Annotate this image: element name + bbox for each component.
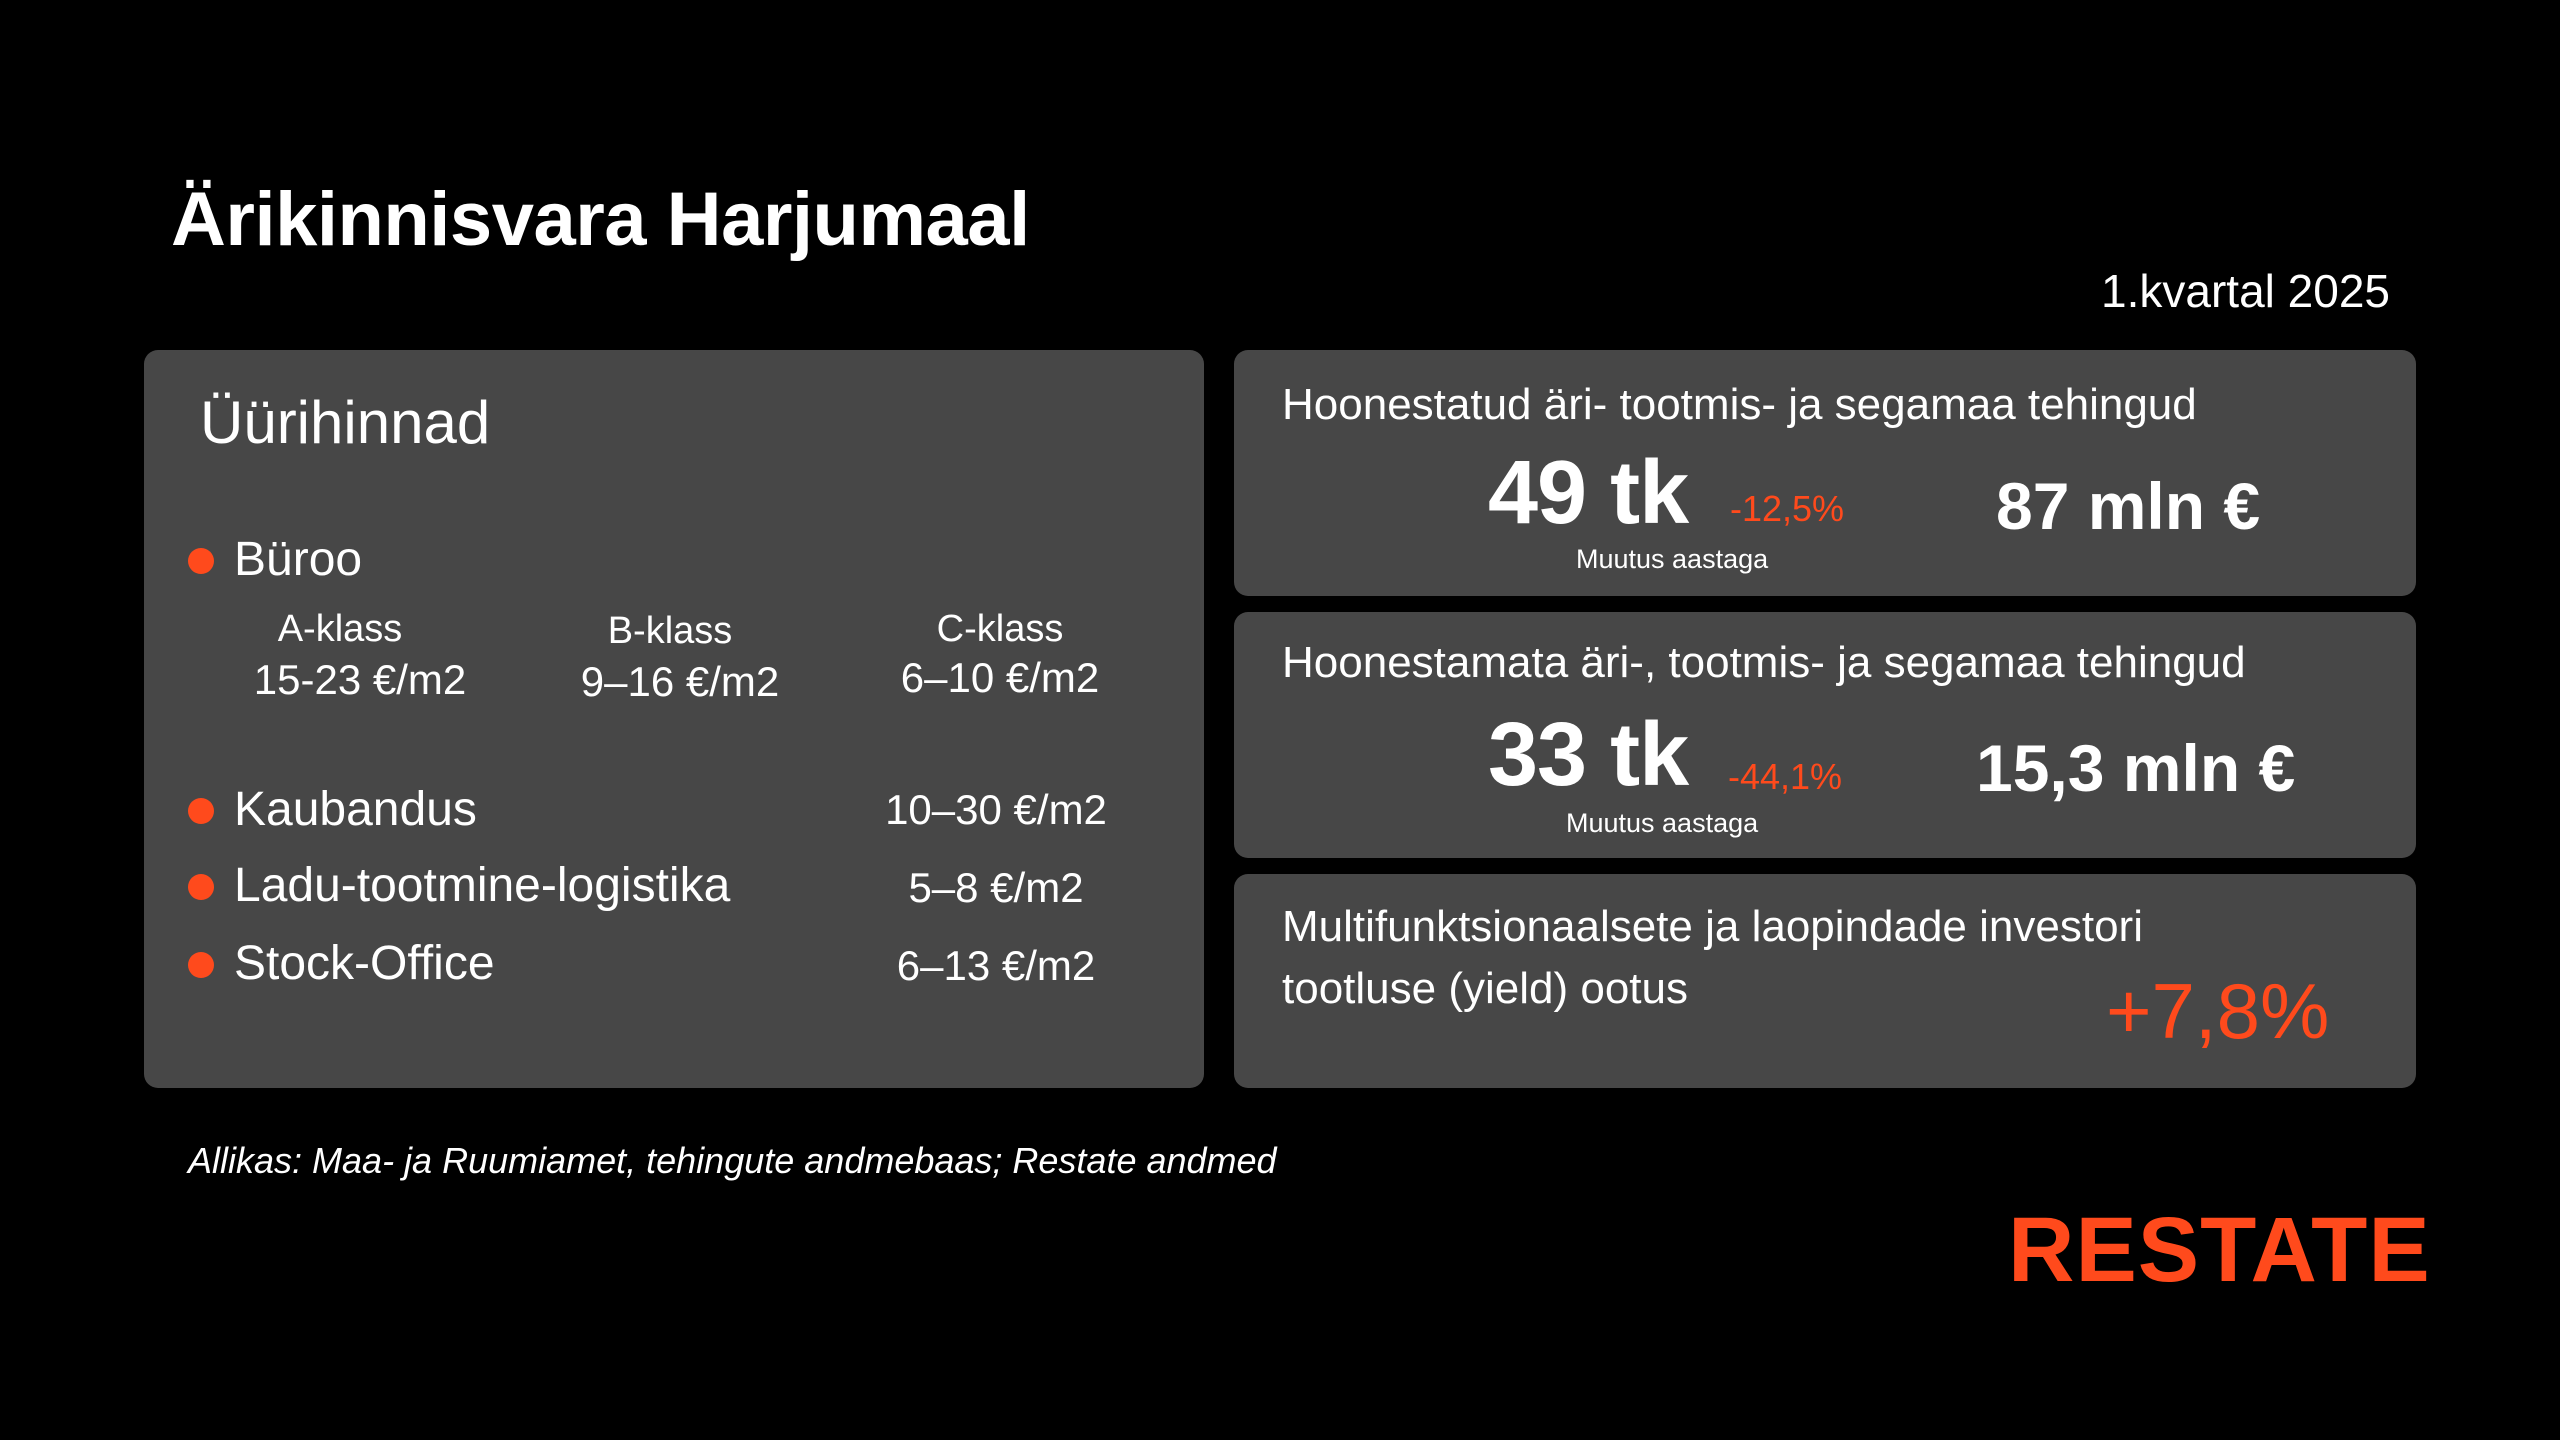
unbuilt-deals-card bbox=[1234, 612, 2416, 858]
office-class-c-value: 6–10 €/m2 bbox=[900, 654, 1100, 701]
office-class-b-value: 9–16 €/m2 bbox=[580, 658, 780, 705]
rent-item-value: 6–13 €/m2 bbox=[896, 942, 1096, 989]
bullet-icon bbox=[188, 952, 214, 978]
office-class-a-value: 15-23 €/m2 bbox=[253, 656, 467, 703]
built-deals-change: -12,5% bbox=[1730, 488, 1845, 529]
office-class-a-label: A-klass bbox=[277, 608, 403, 650]
source-note: Allikas: Maa- ja Ruumiamet, tehingute andmebaas; Restate andmed bbox=[188, 1140, 1277, 1181]
rent-item-label: Stock-Office bbox=[234, 937, 495, 990]
restate-logo: RESTATE bbox=[2008, 1199, 2431, 1301]
unbuilt-deals-change-caption: Muutus aastaga bbox=[1566, 808, 1759, 838]
yield-card bbox=[1234, 874, 2416, 1088]
bullet-icon bbox=[188, 798, 214, 824]
page-title: Ärikinnisvara Harjumaal bbox=[171, 177, 1030, 262]
bullet-icon bbox=[188, 548, 214, 574]
office-class-c-label: C-klass bbox=[936, 608, 1064, 650]
rent-item-value: 10–30 €/m2 bbox=[885, 786, 1107, 833]
rent-item-label: Ladu-tootmine-logistika bbox=[234, 859, 731, 912]
bullet-icon bbox=[188, 874, 214, 900]
unbuilt-deals-title: Hoonestamata äri-, tootmis- ja segamaa tehingud bbox=[1282, 638, 2246, 687]
built-deals-sum: 87 mln € bbox=[1996, 469, 2261, 543]
unbuilt-deals-count: 33 tk bbox=[1488, 705, 1689, 805]
built-deals-title: Hoonestatud äri- tootmis- ja segamaa tehingud bbox=[1282, 380, 2197, 429]
office-class-b-label: B-klass bbox=[607, 610, 733, 652]
yield-description: Multifunktsionaalsete ja laopindade investori tootluse (yield) ootus bbox=[1282, 902, 2143, 1013]
rent-item-label: Kaubandus bbox=[234, 783, 477, 836]
rent-heading: Üürihinnad bbox=[200, 389, 491, 456]
unbuilt-deals-sum: 15,3 mln € bbox=[1976, 731, 2296, 805]
rent-item-value: 5–8 €/m2 bbox=[908, 864, 1084, 911]
built-deals-change-caption: Muutus aastaga bbox=[1576, 544, 1769, 574]
office-label: Büroo bbox=[234, 533, 363, 586]
yield-value: +7,8% bbox=[2106, 967, 2330, 1055]
built-deals-count: 49 tk bbox=[1488, 443, 1689, 543]
period-label: 1.kvartal 2025 bbox=[2101, 265, 2390, 317]
unbuilt-deals-change: -44,1% bbox=[1728, 756, 1843, 797]
rent-prices-card bbox=[144, 350, 1204, 1088]
built-deals-card bbox=[1234, 350, 2416, 596]
